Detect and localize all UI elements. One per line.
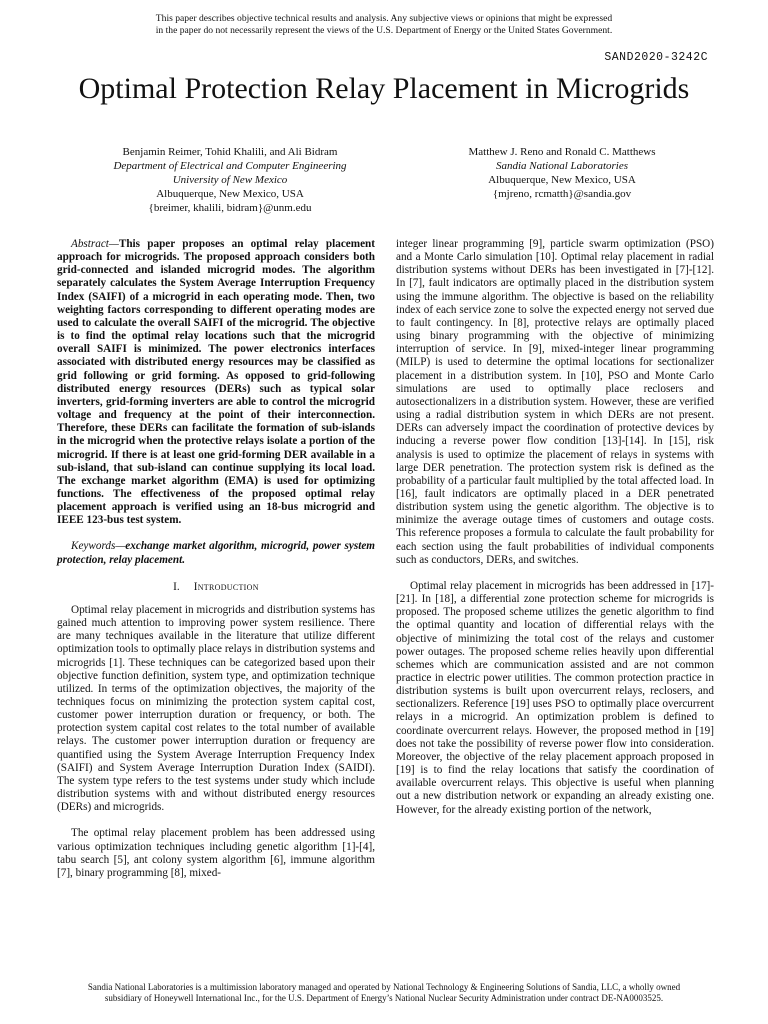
author-block-sandia (392, 145, 732, 201)
author-names: Matthew J. Reno and Ronald C. Matthews (468, 146, 656, 158)
keywords (57, 540, 375, 566)
author-department: Sandia National Laboratories (495, 160, 629, 172)
author-city: Albuquerque, New Mexico, USA (156, 188, 304, 200)
report-number: SAND2020-3242C (604, 51, 708, 64)
paragraph: Optimal relay placement in microgrids has been addressed in [17]-[21]. In [18], a differential zone protection scheme for microgrids is proposed. The proposed scheme utilizes the genetic algorithm to find the optimal quantity and location of differential relays with the objective of minimizing the total cost of the relays and customer power outages. The proposed scheme relies heavily upon differential schemes which are communication assisted and are not common practice in electric power utilities. The common protection practice in distribution systems is built upon overcurrent relays, reclosers, and sectionalizers. Reference [19] uses PSO to optimally place overcurrent relays in a microgrid. An optimization problem is defined to coordinate overcurrent relays. However, the proposed method in [19] does not take the possibility of reverse power flow into consideration. Moreover, the objective of the relay placement approach proposed in [19] is to find the relay locations that satisfy the coordination of available overcurrent relays. This objective is useful when planning out a new distribution network or expanding an already existing one. However, for the already existing portion of the network, (396, 579, 714, 816)
author-names: Benjamin Reimer, Tohid Khalili, and Ali Bidram (122, 146, 338, 158)
author-organization: University of New Mexico (172, 174, 288, 186)
left-column (57, 238, 375, 880)
author-block-unm (60, 145, 400, 215)
author-city: Albuquerque, New Mexico, USA (488, 174, 636, 186)
paper-title: Optimal Protection Relay Placement in Microgrids (78, 72, 690, 105)
footer-note (40, 982, 728, 1004)
abstract-lead: Abstract— (71, 238, 119, 250)
section-number: I. (173, 580, 180, 593)
paragraph: Optimal relay placement in microgrids and distribution systems has gained much attention to improving power system resilience. There are many techniques available in the literature that utilize different optimization tools to optimally place relays in distribution systems and microgrids [1]. These techniques can be categorized based upon their objective function definition, system type, and optimization technique utilized. In terms of the optimization objectives, the majority of the techniques focus on minimizing the protection system capital cost, customer power interruption duration or frequency, or both. The protection system capital cost relates to the total number of available relays. The customer power interruption duration or frequency are quantified using the System Average Interruption Frequency Index (SAIFI) and System Average Interruption Duration Index (SAIDI). The system type refers to the test systems under study which include distribution systems with and without distributed energy resources (DERs) and microgrids. (57, 603, 375, 814)
author-email: {breimer, khalili, bidram}@unm.edu (148, 202, 312, 214)
section-title: Introduction (193, 580, 259, 593)
abstract-text: This paper proposes an optimal relay placement approach for microgrids. The proposed approach considers both grid-connected and islanded microgrid modes. The algorithm separately calculates the System Average Interruption Frequency Index (SAIFI) of a microgrid in each operating mode. Then, two weighting factors corresponding to different operating modes are used to calculate the overall SAIFI of the microgrid. The objective is to find the optimal relay locations such that the microgrid overall SAIFI is minimized. The power electronics interfaces associated with distributed energy resources may be classified as grid following or grid forming. As opposed to grid-following distributed energy resources (DERs) such as typical solar inverters, grid-forming inverters are able to control the microgrid voltage and frequency at the point of their interconnection. Therefore, these DERs can facilitate the formation of sub-islands in the microgrid when the protective relays isolate a portion of the microgrid. If there is at least one grid-forming DER available in a sub-island, that sub-island can continue supplying its local load. The exchange market algorithm (EMA) is used for optimizing functions. The effectiveness of the proposed optimal relay placement approach is verified using an 18-bus microgrid and IEEE 123-bus test system. (57, 238, 375, 527)
author-department: Department of Electrical and Computer Engineering (113, 160, 347, 172)
disclaimer-line-1: This paper describes objective technical results and analysis. Any subjective views or opinions that might be expressed (155, 13, 613, 24)
paragraph: integer linear programming [9], particle swarm optimization (PSO) and a Monte Carlo simulation [10]. Optimal relay placement in radial distribution systems without DERs has been investigated in [7]-[12]. In [7], fault indicators are optimally placed in the distribution system using the immune algorithm. The objective is based on the reliability index of each service zone to solve the expected energy not served due to fault contingency. In [8], protective relays are optimally placed using binary programming with the objective of minimizing interruption of service. In [9], mixed-integer linear programming (MILP) is used to determine the optimal locations for sectionalizer placement in a distribution system. In [10], PSO and Monte Carlo simulations are used to optimally place reclosers and autosectionalizers in a distribution system. However, these are verified using a radial distribution system in which DERs are not present. DERs can adversely impact the coordination of protective devices by inducing a reverse power flow condition [13]-[14]. In [15], risk analysis is used to optimize the placement of relays in systems with large DER penetration. The protection system risk is defined as the probability of a particular fault multiplied by the total affected load. In [16], fault indicators are optimally placed in a DER penetrated distribution system using the genetic algorithm. The objective is to minimize the average outage times of customers and outage costs. This reference proposes a formula to calculate the fault probability for each section using the fault probabilities of individual components such as conductors, DERs, and switches. (396, 238, 714, 566)
keywords-lead: Keywords— (71, 540, 126, 553)
disclaimer (0, 13, 768, 37)
keywords-text: exchange market algorithm, microgrid, power system protection, relay placement. (57, 540, 375, 566)
abstract (57, 238, 375, 527)
section-heading-introduction (57, 581, 375, 594)
footer-line-2: subsidiary of Honeywell International Inc., for the U.S. Department of Energy’s National Nuclear Security Administration under contract DE-NA0003525. (104, 993, 664, 1003)
footer-line-1: Sandia National Laboratories is a multimission laboratory managed and operated by National Technology & Engineering Solutions of Sandia, LLC, a wholly owned (87, 982, 681, 992)
right-column (396, 238, 714, 817)
author-email: {mjreno, rcmatth}@sandia.gov (492, 188, 632, 200)
disclaimer-line-2: in the paper do not necessarily represent the views of the U.S. Department of Energy or the United States Government. (155, 25, 613, 36)
paragraph: The optimal relay placement problem has been addressed using various optimization techniques including genetic algorithm [1]-[4], tabu search [5], ant colony system algorithm [6], immune algorithm [7], binary programming [8], mixed- (57, 827, 375, 879)
